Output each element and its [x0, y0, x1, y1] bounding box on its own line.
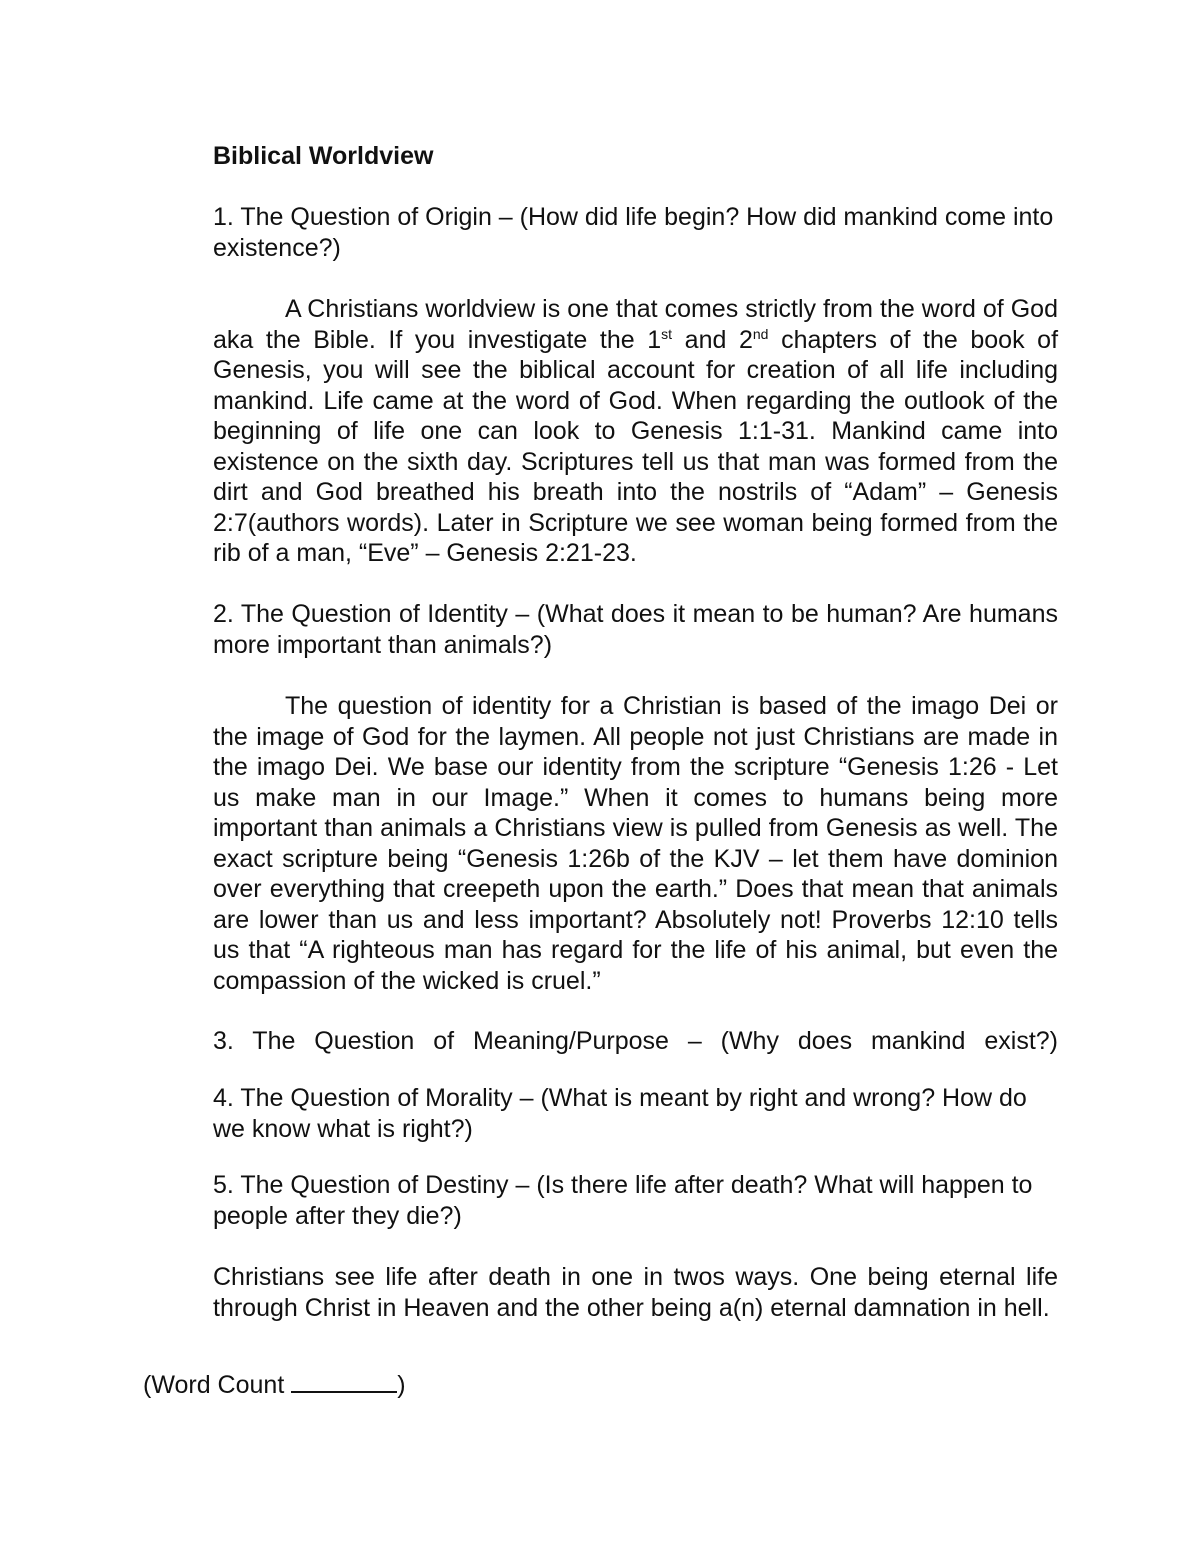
question-identity: 2. The Question of Identity – (What does it mean to be human? Are humans more important than animals?)	[213, 600, 1058, 659]
question-origin: 1. The Question of Origin – (How did life begin? How did mankind come into existence?)	[213, 203, 1054, 262]
answer-origin-text-2: and 2	[672, 325, 753, 354]
answer-origin	[213, 294, 1058, 569]
word-count-line	[143, 1369, 406, 1401]
answer-origin-text-1: A Christians worldview is one that comes strictly from the word of God aka the Bible. If you investigate the 1	[213, 295, 1058, 354]
answer-origin-text-3: chapters of the book of Genesis, you will see the biblical account for creation of all life including mankind. Life came at the word of God. When regarding the outlook of the beginning of life one can look to Genesis 1:1-31. Mankind came into existence on the sixth day. Scriptures tell us that man was formed from the dirt and God breathed his breath into the nostrils of “Adam” – Genesis 2:7(authors words). Later in Scripture we see woman being formed from the rib of a man, “Eve” – Genesis 2:21-23.	[213, 325, 1059, 567]
document-title: Biblical Worldview	[213, 142, 434, 170]
superscript-st: st	[661, 325, 673, 342]
word-count-blank	[291, 1369, 397, 1393]
superscript-nd: nd	[752, 325, 769, 342]
answer-identity: The question of identity for a Christian is based of the imago Dei or the image of God for the laymen. All people not just Christians are made in the imago Dei. We base our identity from the scripture “Genesis 1:26 - Let us make man in our Image.” When it comes to humans being more important than animals a Christians view is pulled from Genesis as well. The exact scripture being “Genesis 1:26b of the KJV – let them have dominion over everything that creepeth upon the earth.” Does that mean that animals are lower than us and less important? Absolutely not! Proverbs 12:10 tells us that “A righteous man has regard for the life of his animal, but even the compassion of the wicked is cruel.”	[213, 692, 1058, 995]
word-count-label: (Word Count	[143, 1371, 292, 1399]
question-destiny: 5. The Question of Destiny – (Is there life after death? What will happen to people after they die?)	[213, 1171, 1033, 1230]
answer-destiny: Christians see life after death in one in twos ways. One being eternal life through Christ in Heaven and the other being a(n) eternal damnation in hell.	[213, 1263, 1058, 1322]
question-morality: 4. The Question of Morality – (What is meant by right and wrong? How do we know what is right?)	[213, 1084, 1027, 1143]
word-count-close: )	[397, 1371, 406, 1399]
question-meaning: 3. The Question of Meaning/Purpose – (Why does mankind exist?)	[213, 1027, 1058, 1055]
